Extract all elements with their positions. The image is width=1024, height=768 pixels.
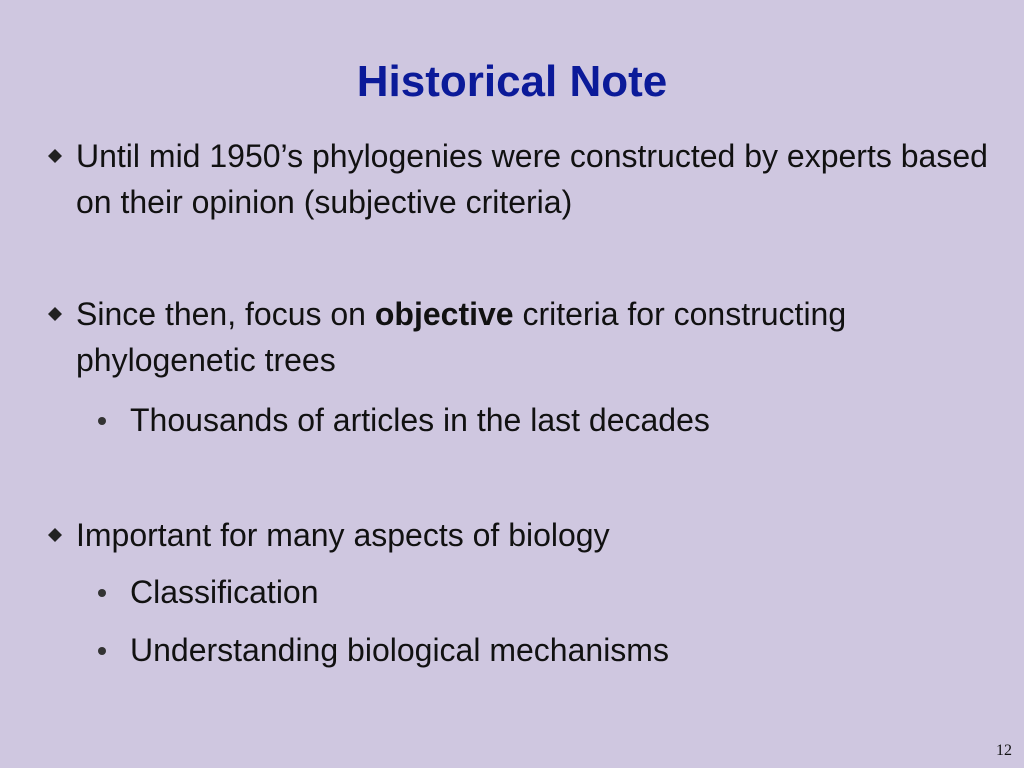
bullet-1	[48, 133, 988, 225]
dot-icon	[98, 589, 106, 597]
bullet-2-text-end: criteria for constructing phylogenetic trees	[76, 296, 847, 378]
sub-bullet-3-2-text: Understanding biological mechanisms	[130, 632, 669, 668]
bullet-3	[48, 512, 988, 558]
diamond-icon	[48, 307, 62, 321]
sub-bullet-3-1-text: Classification	[130, 574, 319, 610]
dot-icon	[98, 647, 106, 655]
bullet-2-text-start: Since then, focus on	[76, 296, 375, 332]
sub-bullet-2-1	[98, 397, 978, 443]
dot-icon	[98, 417, 106, 425]
bullet-2-bold-word: objective	[374, 296, 514, 332]
diamond-icon	[48, 149, 62, 163]
sub-bullet-2-1-text: Thousands of articles in the last decades	[130, 402, 710, 438]
page-number: 12	[996, 742, 1012, 759]
bullet-2	[48, 291, 988, 383]
slide-title: Historical Note	[356, 57, 668, 106]
sub-bullet-3-2	[98, 627, 978, 673]
bullet-3-text: Important for many aspects of biology	[76, 517, 610, 553]
diamond-icon	[48, 528, 62, 542]
bullet-2-text	[48, 291, 988, 383]
sub-bullet-3-1	[98, 569, 978, 615]
bullet-1-text: Until mid 1950’s phylogenies were constructed by experts based on their opinion (subjective criteria)	[76, 138, 988, 220]
